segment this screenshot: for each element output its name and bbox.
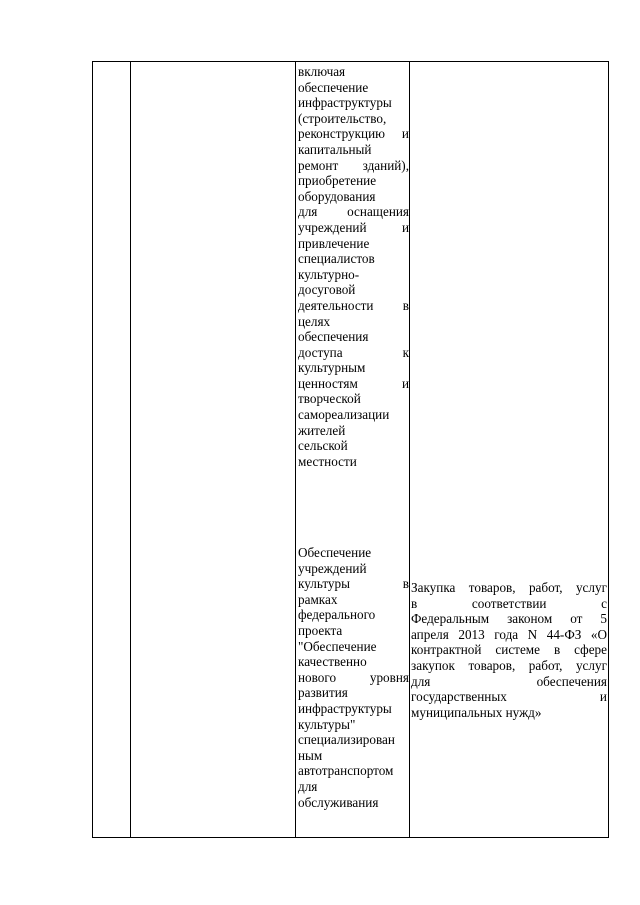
text-line: "Обеспечение [298,638,377,654]
text-line: рамках [298,591,338,607]
table-cell-row2-col4 [411,580,607,720]
text-line: инфраструктуры [298,700,392,716]
column-divider-3 [409,62,410,837]
text-line: самореализации [298,407,390,423]
text-line: сельской [298,438,348,454]
text-line: специалистов [298,251,375,267]
text-line: нового уровня [298,669,409,685]
text-line: проекта [298,622,343,638]
text-line: автотранспортом [298,763,394,779]
text-line: реконструкцию и [298,126,409,142]
text-line: закупок товаров, работ, услуг [411,657,607,673]
text-line: включая [298,64,346,79]
text-line: в соответствии с [411,595,607,611]
text-line: оборудования [298,188,376,204]
text-line: (строительство, [298,110,387,126]
text-line: ным [298,747,323,763]
text-line: досуговой [298,282,356,298]
text-line: Федеральным законом от 5 [411,611,607,627]
text-line: творческой [298,391,361,407]
text-line: апреля 2013 года N 44-ФЗ «О [411,626,607,642]
text-line: обслуживания [298,794,379,810]
text-line: капитальный [298,141,372,157]
text-line: культуры" [298,716,356,732]
text-line: муниципальных нужд» [411,704,542,720]
text-line: приобретение [298,173,377,189]
text-line: местности [298,453,357,469]
text-line: целях [298,313,331,329]
column-divider-2 [295,62,296,837]
text-line: федерального [298,607,376,623]
table-cell-row2-col3 [298,545,409,810]
text-line: развития [298,685,348,701]
text-line: качественно [298,654,367,670]
text-line: ремонт зданий), [298,157,409,173]
text-line: деятельности в [298,297,409,313]
text-line: специализирован [298,732,395,748]
text-line: для обеспечения [411,673,607,689]
text-line: Закупка товаров, работ, услуг [411,580,607,595]
text-line: для [298,778,318,794]
text-line: культуры в [298,576,409,592]
text-line: жителей [298,422,346,438]
text-line: обеспечения [298,329,369,345]
text-line: культурно- [298,266,360,282]
text-line: культурным [298,360,366,376]
text-line: государственных и [411,689,607,705]
text-line: для оснащения [298,204,409,220]
text-line: контрактной системе в сфере [411,642,607,658]
table-cell-row1-col3 [298,64,409,469]
text-line: привлечение [298,235,370,251]
text-line: доступа к [298,344,409,360]
text-line: Обеспечение [298,545,372,560]
table [92,61,609,838]
text-line: обеспечение [298,79,369,95]
text-line: инфраструктуры [298,95,392,111]
column-divider-1 [130,62,131,837]
text-line: учреждений [298,560,367,576]
text-line: ценностям и [298,375,409,391]
text-line: учреждений и [298,219,409,235]
